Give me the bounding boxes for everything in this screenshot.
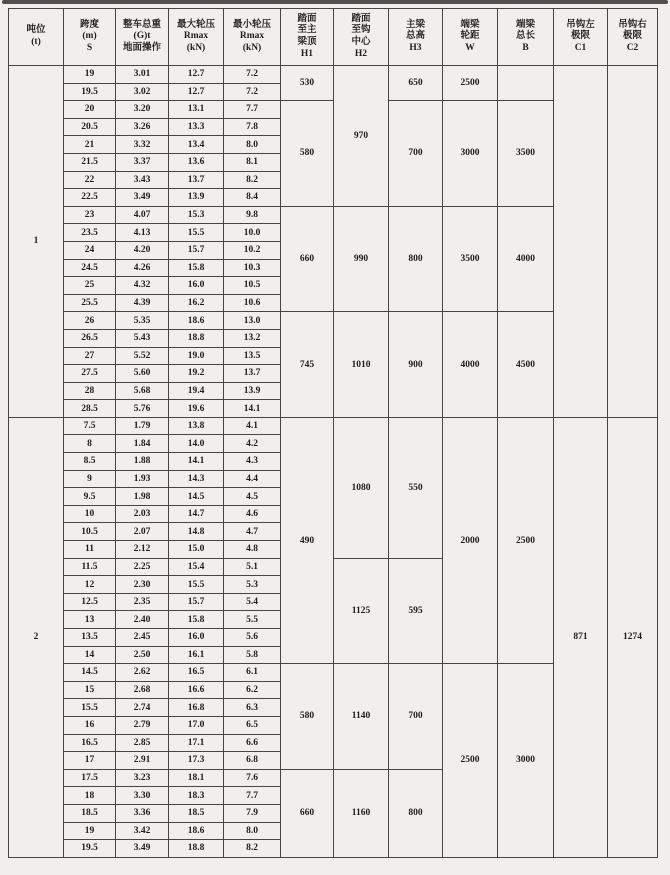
cell-rmin: 6.2 (224, 681, 281, 699)
cell-weight: 3.23 (116, 769, 169, 787)
cell-rmax: 16.8 (169, 699, 224, 717)
cell-rmax: 18.1 (169, 769, 224, 787)
cell-rmax: 16.6 (169, 681, 224, 699)
cell-rmin: 8.2 (224, 171, 281, 189)
cell-span: 27 (64, 347, 116, 365)
cell-rmin: 13.9 (224, 382, 281, 400)
cell-span: 18.5 (64, 804, 116, 822)
cell-h1: 660 (281, 206, 334, 312)
cell-h1: 745 (281, 312, 334, 418)
cell-w: 4000 (443, 312, 498, 418)
cell-rmax: 14.0 (169, 435, 224, 453)
cell-span: 19 (64, 822, 116, 840)
table-body (9, 66, 658, 858)
header-c1: 吊钩左 极限 C1 (554, 9, 608, 66)
cell-rmin: 9.8 (224, 206, 281, 224)
cell-rmin: 10.3 (224, 259, 281, 277)
cell-weight: 3.49 (116, 189, 169, 207)
cell-span: 27.5 (64, 365, 116, 383)
cell-rmax: 15.0 (169, 541, 224, 559)
cell-rmin: 8.0 (224, 822, 281, 840)
cell-span: 24 (64, 241, 116, 259)
cell-span: 9.5 (64, 488, 116, 506)
cell-rmin: 6.1 (224, 664, 281, 682)
cell-rmax: 17.0 (169, 716, 224, 734)
cell-rmax: 15.3 (169, 206, 224, 224)
cell-rmax: 13.1 (169, 101, 224, 119)
cell-h3: 700 (389, 664, 443, 770)
cell-rmax: 19.6 (169, 400, 224, 418)
cell-b: 4000 (498, 206, 554, 312)
cell-rmin: 13.0 (224, 312, 281, 330)
cell-span: 16 (64, 716, 116, 734)
cell-w: 2500 (443, 66, 498, 101)
cell-weight: 2.68 (116, 681, 169, 699)
cell-rmax: 15.4 (169, 558, 224, 576)
cell-span: 28 (64, 382, 116, 400)
cell-weight: 5.68 (116, 382, 169, 400)
cell-span: 14 (64, 646, 116, 664)
cell-span: 9 (64, 470, 116, 488)
cell-weight: 4.39 (116, 294, 169, 312)
cell-rmax: 14.1 (169, 453, 224, 471)
cell-c2 (608, 66, 658, 418)
cell-weight: 2.03 (116, 505, 169, 523)
cell-rmin: 8.2 (224, 840, 281, 858)
cell-weight: 4.26 (116, 259, 169, 277)
cell-rmax: 16.2 (169, 294, 224, 312)
cell-weight: 3.43 (116, 171, 169, 189)
cell-rmax: 16.0 (169, 277, 224, 295)
cell-span: 21 (64, 136, 116, 154)
header-h1: 踏面 至主 梁顶 H1 (281, 9, 334, 66)
cell-b (498, 66, 554, 101)
cell-b: 2500 (498, 417, 554, 663)
cell-weight: 2.79 (116, 716, 169, 734)
cell-h1: 660 (281, 769, 334, 857)
cell-rmin: 7.2 (224, 66, 281, 84)
cell-span: 23 (64, 206, 116, 224)
cell-b: 3000 (498, 664, 554, 858)
cell-span: 16.5 (64, 734, 116, 752)
cell-rmin: 8.1 (224, 153, 281, 171)
cell-rmax: 13.6 (169, 153, 224, 171)
cell-weight: 1.98 (116, 488, 169, 506)
cell-rmin: 6.5 (224, 716, 281, 734)
cell-rmin: 7.8 (224, 118, 281, 136)
cell-h2: 970 (334, 66, 389, 207)
header-weight: 整车总重 (G)t 地面操作 (116, 9, 169, 66)
cell-rmin: 7.7 (224, 101, 281, 119)
cell-rmax: 15.5 (169, 224, 224, 242)
cell-w: 2500 (443, 664, 498, 858)
cell-weight: 4.07 (116, 206, 169, 224)
cell-span: 8 (64, 435, 116, 453)
cell-rmax: 18.6 (169, 822, 224, 840)
cell-weight: 3.49 (116, 840, 169, 858)
cell-span: 20.5 (64, 118, 116, 136)
cell-w: 3500 (443, 206, 498, 312)
cell-rmin: 5.6 (224, 629, 281, 647)
cell-rmin: 10.0 (224, 224, 281, 242)
cell-rmax: 13.4 (169, 136, 224, 154)
cell-weight: 5.76 (116, 400, 169, 418)
cell-weight: 4.20 (116, 241, 169, 259)
cell-rmin: 10.5 (224, 277, 281, 295)
cell-rmax: 14.3 (169, 470, 224, 488)
cell-h3: 650 (389, 66, 443, 101)
cell-tonnage: 2 (9, 417, 64, 857)
cell-span: 15.5 (64, 699, 116, 717)
cell-weight: 1.93 (116, 470, 169, 488)
cell-span: 25.5 (64, 294, 116, 312)
cell-weight: 5.43 (116, 329, 169, 347)
cell-span: 11.5 (64, 558, 116, 576)
cell-weight: 2.50 (116, 646, 169, 664)
cell-tonnage: 1 (9, 66, 64, 418)
cell-rmax: 15.8 (169, 259, 224, 277)
cell-h3: 900 (389, 312, 443, 418)
cell-weight: 2.62 (116, 664, 169, 682)
header-b: 端梁 总长 B (498, 9, 554, 66)
cell-rmax: 16.1 (169, 646, 224, 664)
cell-h2: 1010 (334, 312, 389, 418)
cell-rmin: 13.5 (224, 347, 281, 365)
cell-span: 22 (64, 171, 116, 189)
cell-span: 10.5 (64, 523, 116, 541)
cell-weight: 3.32 (116, 136, 169, 154)
cell-rmin: 13.7 (224, 365, 281, 383)
cell-c1: 871 (554, 417, 608, 857)
cell-rmin: 4.8 (224, 541, 281, 559)
cell-rmax: 13.8 (169, 417, 224, 435)
cell-h3: 550 (389, 417, 443, 558)
cell-span: 20 (64, 101, 116, 119)
cell-rmax: 15.7 (169, 593, 224, 611)
cell-span: 22.5 (64, 189, 116, 207)
scan-edge-bar (2, 0, 668, 4)
cell-rmax: 15.8 (169, 611, 224, 629)
cell-weight: 5.35 (116, 312, 169, 330)
cell-rmax: 18.5 (169, 804, 224, 822)
table-header-row (9, 9, 658, 66)
cell-span: 14.5 (64, 664, 116, 682)
cell-w: 2000 (443, 417, 498, 663)
cell-weight: 4.13 (116, 224, 169, 242)
cell-rmax: 13.9 (169, 189, 224, 207)
cell-span: 21.5 (64, 153, 116, 171)
cell-span: 11 (64, 541, 116, 559)
cell-rmin: 8.0 (224, 136, 281, 154)
cell-span: 24.5 (64, 259, 116, 277)
cell-h2: 990 (334, 206, 389, 312)
cell-h1: 530 (281, 66, 334, 101)
cell-span: 12 (64, 576, 116, 594)
cell-weight: 2.91 (116, 752, 169, 770)
cell-rmin: 4.6 (224, 505, 281, 523)
cell-rmin: 6.3 (224, 699, 281, 717)
cell-weight: 3.36 (116, 804, 169, 822)
cell-rmax: 16.5 (169, 664, 224, 682)
cell-weight: 5.60 (116, 365, 169, 383)
cell-rmax: 17.3 (169, 752, 224, 770)
header-w: 端梁 轮距 W (443, 9, 498, 66)
cell-h1: 580 (281, 664, 334, 770)
cell-rmax: 14.8 (169, 523, 224, 541)
cell-span: 8.5 (64, 453, 116, 471)
cell-weight: 2.07 (116, 523, 169, 541)
cell-rmin: 7.7 (224, 787, 281, 805)
cell-h1: 580 (281, 101, 334, 207)
cell-span: 26 (64, 312, 116, 330)
cell-weight: 2.30 (116, 576, 169, 594)
cell-weight: 2.74 (116, 699, 169, 717)
cell-h3: 700 (389, 101, 443, 207)
cell-rmax: 18.8 (169, 840, 224, 858)
cell-rmin: 7.2 (224, 83, 281, 101)
cell-rmin: 13.2 (224, 329, 281, 347)
cell-rmax: 19.2 (169, 365, 224, 383)
cell-span: 19.5 (64, 83, 116, 101)
cell-rmin: 6.8 (224, 752, 281, 770)
cell-rmax: 13.7 (169, 171, 224, 189)
cell-c1 (554, 66, 608, 418)
cell-h3: 800 (389, 769, 443, 857)
cell-rmax: 13.3 (169, 118, 224, 136)
cell-span: 17 (64, 752, 116, 770)
cell-weight: 2.40 (116, 611, 169, 629)
cell-span: 17.5 (64, 769, 116, 787)
cell-weight: 3.02 (116, 83, 169, 101)
cell-weight: 4.32 (116, 277, 169, 295)
cell-rmax: 14.7 (169, 505, 224, 523)
cell-h3: 800 (389, 206, 443, 312)
cell-c2: 1274 (608, 417, 658, 857)
cell-rmin: 5.3 (224, 576, 281, 594)
cell-span: 10 (64, 505, 116, 523)
cell-rmin: 5.1 (224, 558, 281, 576)
cell-rmax: 15.7 (169, 241, 224, 259)
header-tonnage: 吨位 (t) (9, 9, 64, 66)
cell-span: 23.5 (64, 224, 116, 242)
header-rmax: 最大轮压 Rmax (kN) (169, 9, 224, 66)
cell-weight: 3.42 (116, 822, 169, 840)
cell-weight: 3.37 (116, 153, 169, 171)
cell-weight: 2.45 (116, 629, 169, 647)
cell-h2: 1125 (334, 558, 389, 664)
cell-span: 19 (64, 66, 116, 84)
cell-span: 7.5 (64, 417, 116, 435)
cell-span: 13 (64, 611, 116, 629)
cell-rmax: 18.3 (169, 787, 224, 805)
cell-h2: 1140 (334, 664, 389, 770)
cell-rmin: 14.1 (224, 400, 281, 418)
cell-weight: 1.88 (116, 453, 169, 471)
cell-rmin: 10.6 (224, 294, 281, 312)
cell-h2: 1160 (334, 769, 389, 857)
cell-span: 18 (64, 787, 116, 805)
cell-weight: 3.30 (116, 787, 169, 805)
cell-weight: 2.12 (116, 541, 169, 559)
table-row (9, 66, 658, 84)
cell-rmax: 12.7 (169, 83, 224, 101)
cell-span: 12.5 (64, 593, 116, 611)
cell-rmin: 4.3 (224, 453, 281, 471)
cell-b: 4500 (498, 312, 554, 418)
cell-rmax: 18.6 (169, 312, 224, 330)
cell-rmax: 18.8 (169, 329, 224, 347)
cell-weight: 3.01 (116, 66, 169, 84)
cell-span: 19.5 (64, 840, 116, 858)
cell-rmin: 8.4 (224, 189, 281, 207)
cell-span: 15 (64, 681, 116, 699)
cell-rmax: 17.1 (169, 734, 224, 752)
cell-rmax: 15.5 (169, 576, 224, 594)
header-c2: 吊钩右 极限 C2 (608, 9, 658, 66)
cell-rmin: 4.1 (224, 417, 281, 435)
cell-span: 28.5 (64, 400, 116, 418)
cell-weight: 3.26 (116, 118, 169, 136)
header-h2: 踏面 至钩 中心 H2 (334, 9, 389, 66)
cell-span: 25 (64, 277, 116, 295)
cell-rmin: 10.2 (224, 241, 281, 259)
cell-rmin: 7.9 (224, 804, 281, 822)
cell-b: 3500 (498, 101, 554, 207)
cell-h2: 1080 (334, 417, 389, 558)
cell-rmax: 19.0 (169, 347, 224, 365)
cell-weight: 2.25 (116, 558, 169, 576)
cell-weight: 2.35 (116, 593, 169, 611)
cell-w: 3000 (443, 101, 498, 207)
cell-rmax: 14.5 (169, 488, 224, 506)
cell-rmax: 19.4 (169, 382, 224, 400)
cell-rmin: 5.4 (224, 593, 281, 611)
cell-rmax: 12.7 (169, 66, 224, 84)
cell-weight: 2.85 (116, 734, 169, 752)
cell-h1: 490 (281, 417, 334, 663)
cell-rmin: 4.5 (224, 488, 281, 506)
cell-rmin: 6.6 (224, 734, 281, 752)
cell-rmin: 4.2 (224, 435, 281, 453)
crane-spec-table (8, 8, 658, 858)
cell-rmin: 5.5 (224, 611, 281, 629)
header-h3: 主梁 总高 H3 (389, 9, 443, 66)
cell-weight: 1.79 (116, 417, 169, 435)
cell-rmax: 16.0 (169, 629, 224, 647)
cell-rmin: 7.6 (224, 769, 281, 787)
cell-weight: 1.84 (116, 435, 169, 453)
header-span: 跨度 (m) S (64, 9, 116, 66)
header-rmin: 最小轮压 Rmax (kN) (224, 9, 281, 66)
cell-h3: 595 (389, 558, 443, 664)
cell-weight: 5.52 (116, 347, 169, 365)
cell-rmin: 4.4 (224, 470, 281, 488)
table-row (9, 417, 658, 435)
cell-span: 13.5 (64, 629, 116, 647)
cell-rmin: 4.7 (224, 523, 281, 541)
cell-rmin: 5.8 (224, 646, 281, 664)
cell-span: 26.5 (64, 329, 116, 347)
cell-weight: 3.20 (116, 101, 169, 119)
